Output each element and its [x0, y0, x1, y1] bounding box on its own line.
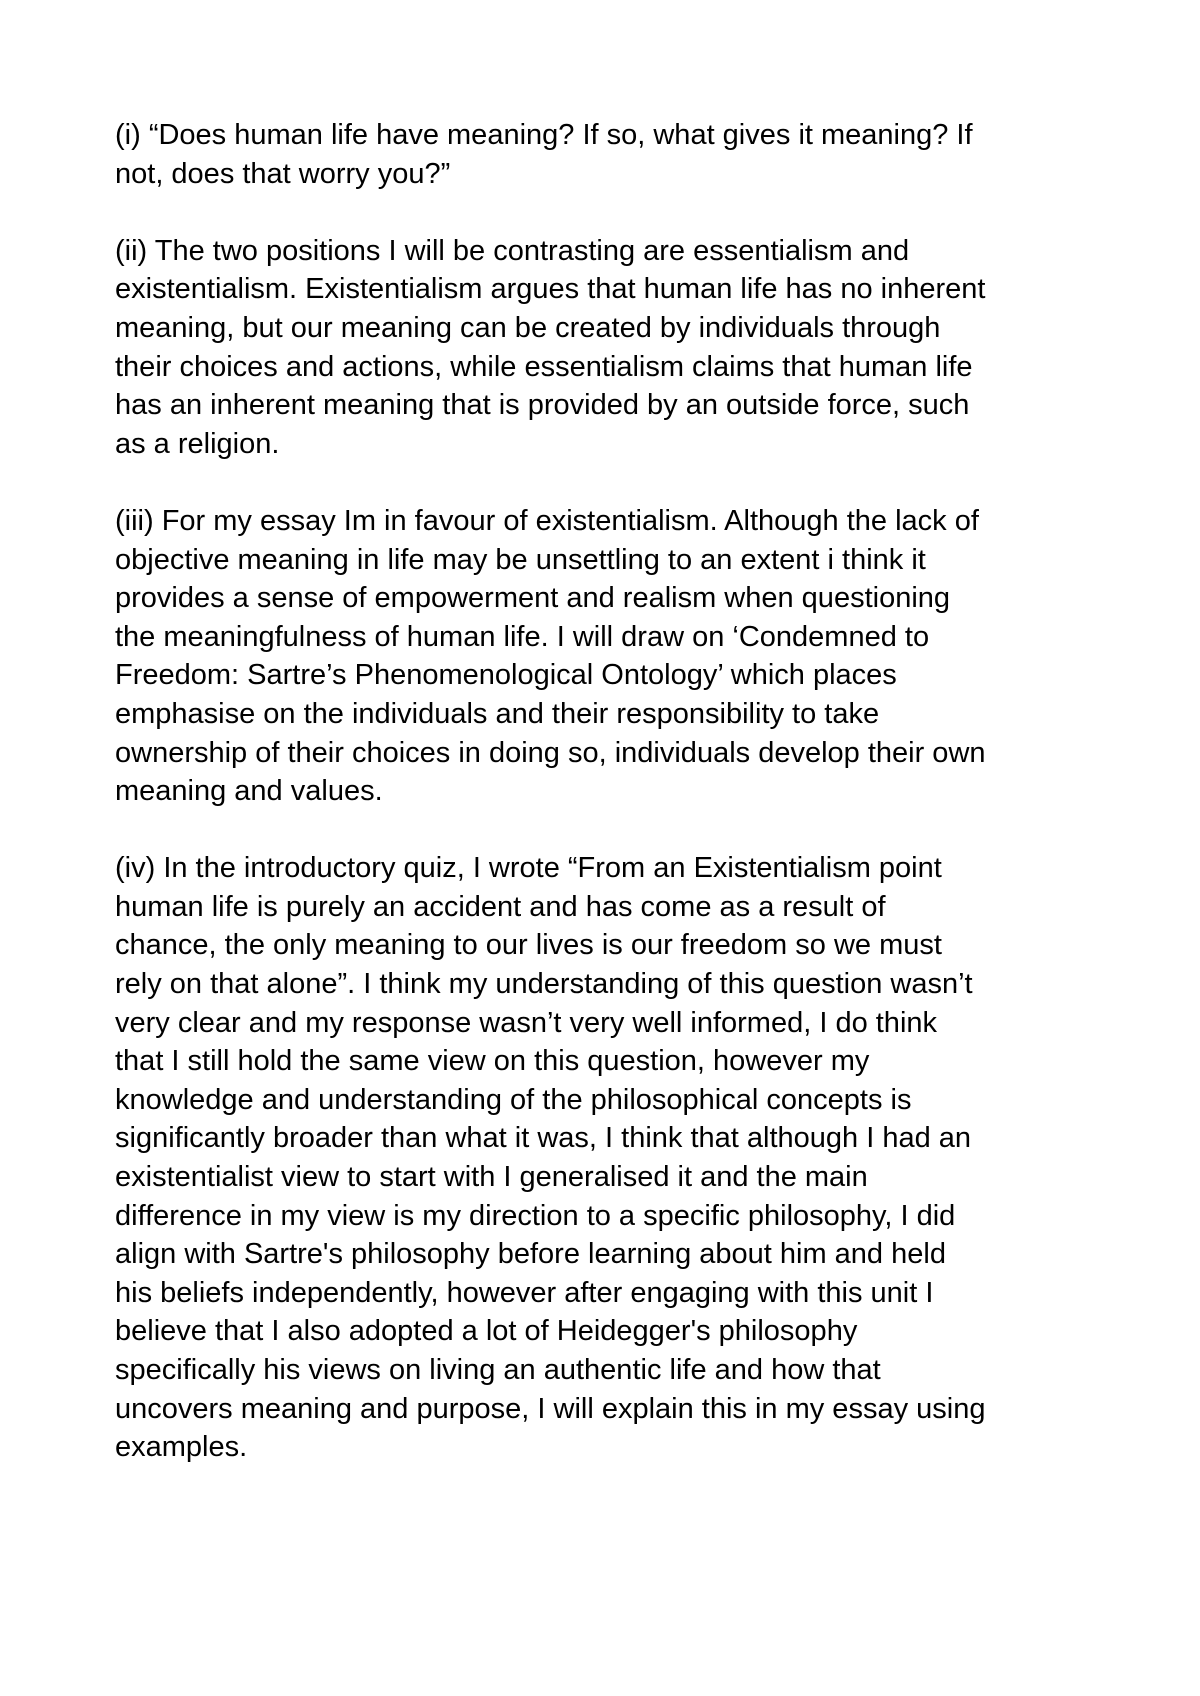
text-line: as a religion.: [115, 427, 280, 460]
text-line: human life is purely an accident and has come as a result of: [115, 890, 886, 923]
text-line: (iv) In the introductory quiz, I wrote “From an Existentialism point: [115, 852, 942, 885]
text-line: their choices and actions, while essentialism claims that human life: [115, 350, 973, 383]
text-line: ownership of their choices in doing so, individuals develop their own: [115, 736, 986, 769]
text-line: (i) “Does human life have meaning? If so, what gives it meaning? If: [115, 119, 973, 151]
text-line: existentialism. Existentialism argues that human life has no inherent: [115, 273, 986, 306]
text-line: examples.: [115, 1431, 248, 1464]
text-line: meaning and values.: [115, 775, 383, 808]
text-line: specifically his views on living an authentic life and how that: [115, 1354, 881, 1386]
paragraph-stance: [115, 502, 1105, 811]
text-line: not, does that worry you?”: [115, 157, 451, 190]
text-line: existentialist view to start with I generalised it and the main: [115, 1161, 868, 1194]
text-line: chance, the only meaning to our lives is our freedom so we must: [115, 929, 942, 962]
paragraph-reflection: [115, 849, 1105, 1467]
text-line: the meaningfulness of human life. I will draw on ‘Condemned to: [115, 620, 930, 653]
document-body: [115, 116, 1105, 1467]
text-line: has an inherent meaning that is provided by an outside force, such: [115, 389, 970, 422]
text-line: meaning, but our meaning can be created by individuals through: [115, 311, 941, 344]
text-line: Freedom: Sartre’s Phenomenological Ontology’ which places: [115, 659, 897, 692]
text-line: his beliefs independently, however after engaging with this unit I: [115, 1276, 934, 1309]
paragraph-question: [115, 116, 1105, 193]
text-line: believe that I also adopted a lot of Heidegger's philosophy: [115, 1315, 858, 1348]
text-line: provides a sense of empowerment and realism when questioning: [115, 582, 951, 615]
text-line: rely on that alone”. I think my understanding of this question wasn’t: [115, 968, 973, 1001]
text-line: (iii) For my essay Im in favour of existentialism. Although the lack of: [115, 504, 979, 537]
text-line: uncovers meaning and purpose, I will explain this in my essay using: [115, 1392, 986, 1425]
text-line: objective meaning in life may be unsettling to an extent i think it: [115, 543, 926, 576]
text-line: align with Sartre's philosophy before learning about him and held: [115, 1238, 946, 1271]
text-line: that I still hold the same view on this question, however my: [115, 1045, 870, 1078]
text-line: (ii) The two positions I will be contrasting are essentialism and: [115, 234, 910, 267]
text-line: very clear and my response wasn’t very well informed, I do think: [115, 1006, 938, 1039]
text-line: difference in my view is my direction to a specific philosophy, I did: [115, 1199, 956, 1232]
paragraph-positions: [115, 232, 1105, 464]
text-line: knowledge and understanding of the philosophical concepts is: [115, 1083, 912, 1116]
text-line: emphasise on the individuals and their responsibility to take: [115, 697, 880, 730]
text-line: significantly broader than what it was, I think that although I had an: [115, 1122, 972, 1155]
